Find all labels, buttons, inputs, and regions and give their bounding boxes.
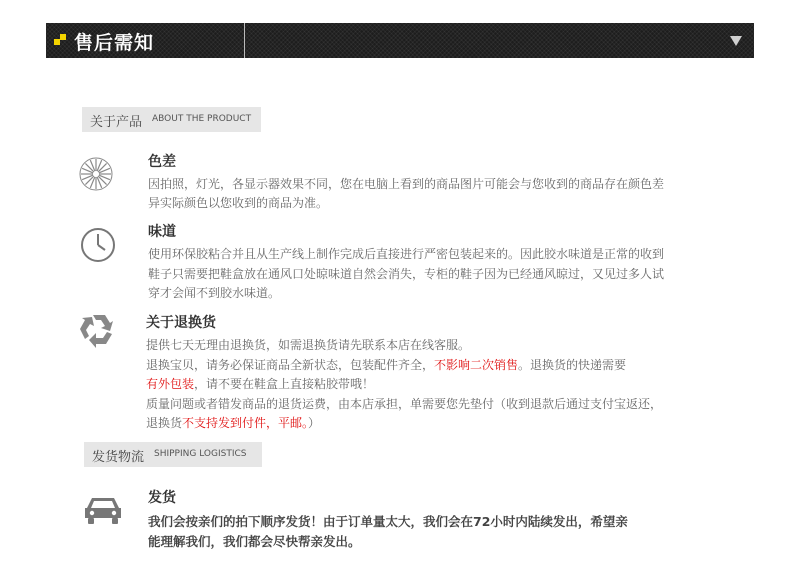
- car-icon: [83, 494, 123, 526]
- returns-line-3: [146, 375, 374, 392]
- returns-text: ）: [308, 416, 321, 430]
- shipping-line: 能理解我们，我们都会尽快帮亲发出。: [148, 534, 361, 549]
- returns-text: ，请不要在鞋盒上直接粘胶带哦！: [194, 377, 375, 391]
- section-tab-about-product: [82, 107, 261, 132]
- shipping-line: 我们会按亲们的拍下顺序发货！由于订单量太大，我们会在72小时内陆续发出，希望亲: [148, 514, 628, 529]
- returns-warning-text: 不支持发到付件，平邮。: [182, 416, 309, 430]
- returns-text: 退换宝贝，请务必保证商品全新状态，包装配件齐全，: [146, 358, 435, 372]
- returns-warning-text: 有外包装: [146, 377, 195, 391]
- clock-icon: [80, 227, 116, 263]
- smell-line: 使用环保胶粘合并且从生产线上制作完成后直接进行严密包装起来的。因此胶水味道是正常的收到: [148, 247, 665, 261]
- recycle-icon: [79, 309, 119, 349]
- shipping-title: 发货: [148, 490, 176, 506]
- returns-warning-text: 不影响二次销售: [434, 358, 519, 372]
- returns-line-5: [146, 414, 320, 431]
- color-diff-line: 异实际颜色以您收到的商品为准。: [148, 196, 329, 210]
- section-label-en: SHIPPING LOGISTICS: [154, 449, 247, 459]
- returns-line-2: [146, 356, 626, 373]
- smell-title: 味道: [148, 224, 176, 240]
- returns-text: 退换货: [146, 416, 183, 430]
- section-label-en: ABOUT THE PRODUCT: [152, 114, 252, 124]
- color-diff-title: 色差: [148, 154, 176, 170]
- color-diff-line: 因拍照，灯光，各显示器效果不同，您在电脑上看到的商品图片可能会与您收到的商品存在颜色差: [148, 177, 665, 191]
- section-label-zh: 关于产品: [90, 115, 143, 130]
- header-bar: [46, 23, 754, 58]
- returns-line-1: 提供七天无理由退换货，如需退换货请先联系本店在线客服。: [146, 338, 471, 352]
- returns-text: 。退换货的快递需要: [518, 358, 627, 372]
- returns-line-4: 质量问题或者错发商品的退货运费，由本店承担，单需要您先垫付（收到退款后通过支付宝返还，: [146, 397, 663, 411]
- returns-title: 关于退换货: [146, 315, 216, 331]
- header-mark-icon: [54, 34, 67, 47]
- color-wheel-icon: [79, 157, 113, 191]
- smell-line: 鞋子只需要把鞋盒放在通风口处晾味道自然会消失，专柜的鞋子因为已经通风晾过，又见过多人试: [148, 267, 665, 281]
- header-divider: [244, 23, 245, 58]
- section-tab-shipping: [84, 442, 262, 467]
- page-title: 售后需知: [74, 32, 155, 54]
- section-label-zh: 发货物流: [92, 450, 145, 465]
- collapse-triangle-icon[interactable]: [730, 36, 742, 46]
- smell-line: 穿才会闻不到胶水味道。: [148, 286, 281, 300]
